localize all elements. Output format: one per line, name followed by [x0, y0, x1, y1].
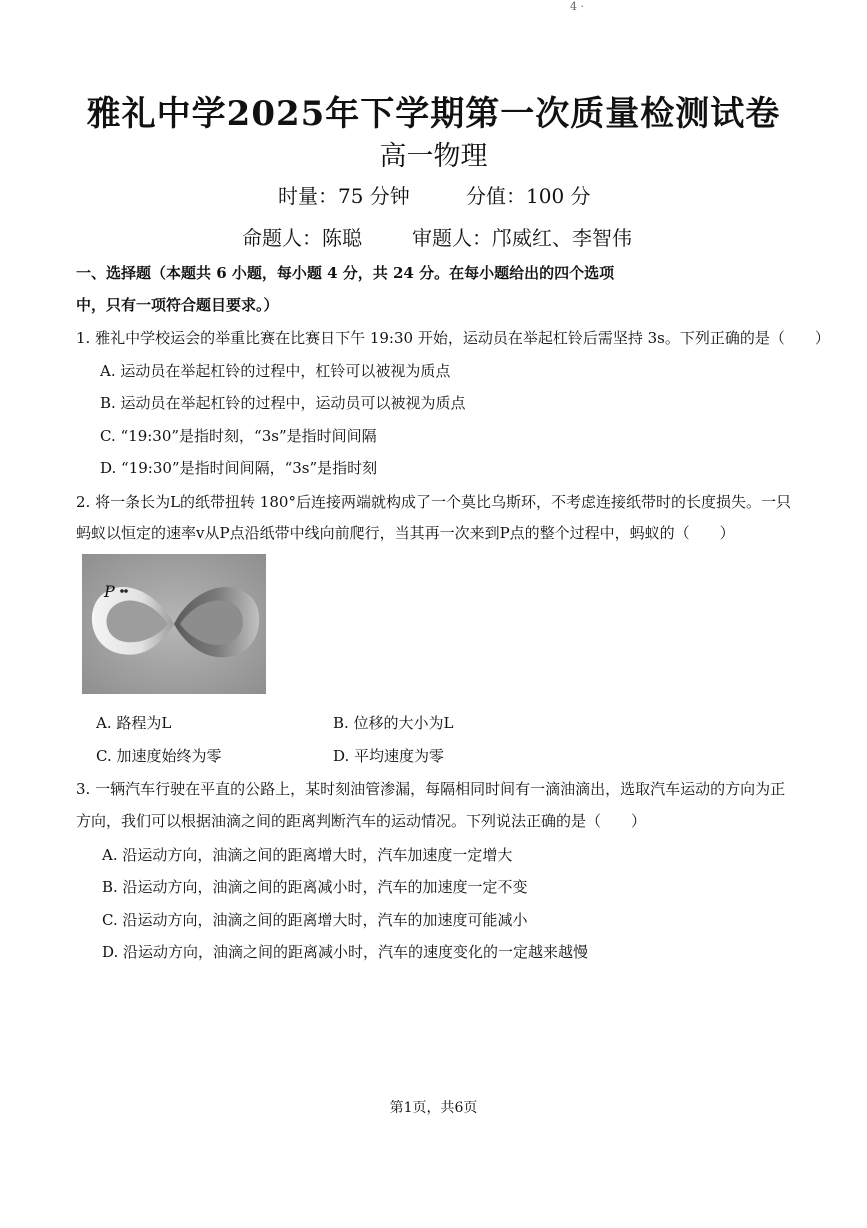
question-1-option-c: C. “19:30”是指时刻，“3s”是指时间间隔 [100, 427, 377, 445]
question-1-option-b: B. 运动员在举起杠铃的过程中，运动员可以被视为质点 [100, 394, 466, 412]
question-1-stem: 1. 雅礼中学校运会的举重比赛在比赛日下午 19:30 开始，运动员在举起杠铃后需坚持 3s。下列正确的是（ ） [76, 329, 830, 347]
time-label: 时量：75 分钟 [278, 184, 410, 208]
page-number: 第1页，共6页 [389, 1100, 478, 1116]
question-3-option-a: A. 沿运动方向，油滴之间的距离增大时，汽车加速度一定增大 [102, 846, 513, 864]
question-3-stem: 3. 一辆汽车行驶在平直的公路上，某时刻油管渗漏，每隔相同时间有一滴油滴出，选取汽车运动的方向为正 [76, 780, 786, 798]
question-3-stem-cont: 方向，我们可以根据油滴之间的距离判断汽车的运动情况。下列说法正确的是（ ） [76, 812, 647, 830]
question-3-option-b: B. 沿运动方向，油滴之间的距离减小时，汽车的加速度一定不变 [102, 878, 528, 896]
mobius-strip-image [82, 554, 266, 694]
question-1-option-d: D. “19:30”是指时间间隔，“3s”是指时刻 [100, 459, 378, 477]
section-heading-cont: 中，只有一项符合题目要求。） [76, 296, 279, 314]
question-2-option-a: A. 路程为L [96, 714, 172, 732]
question-2-stem-cont: 蚂蚁以恒定的速率v从P点沿纸带中线向前爬行，当其再一次来到P点的整个过程中，蚂蚁的（ ） [76, 524, 735, 542]
section-heading: 一、选择题（本题共 6 小题，每小题 4 分，共 24 分。在每小题给出的四个选项 [76, 264, 615, 282]
question-2-option-d: D. 平均速度为零 [333, 747, 445, 765]
reviewer-label: 审题人：邝威红、李智伟 [412, 226, 632, 250]
exam-title: 雅礼中学2025年下学期第一次质量检测试卷 [86, 94, 781, 134]
question-1-option-a: A. 运动员在举起杠铃的过程中，杠铃可以被视为质点 [100, 362, 451, 380]
question-2-option-b: B. 位移的大小为L [333, 714, 454, 732]
corner-mark: 4 · [570, 0, 584, 13]
question-3-option-c: C. 沿运动方向，油滴之间的距离增大时，汽车的加速度可能减小 [102, 911, 528, 929]
author-label: 命题人：陈聪 [242, 226, 362, 250]
question-2-option-c: C. 加速度始终为零 [96, 747, 222, 765]
mobius-strip-figure [82, 554, 266, 694]
figure-label-p: P [104, 582, 115, 601]
exam-subtitle: 高一物理 [379, 141, 488, 172]
question-2-stem: 2. 将一条长为L的纸带扭转 180°后连接两端就构成了一个莫比乌斯环，不考虑连接纸带时的长度损失。一只 [76, 493, 791, 511]
score-label: 分值：100 分 [466, 184, 591, 208]
question-3-option-d: D. 沿运动方向，油滴之间的距离减小时，汽车的速度变化的一定越来越慢 [102, 943, 589, 961]
